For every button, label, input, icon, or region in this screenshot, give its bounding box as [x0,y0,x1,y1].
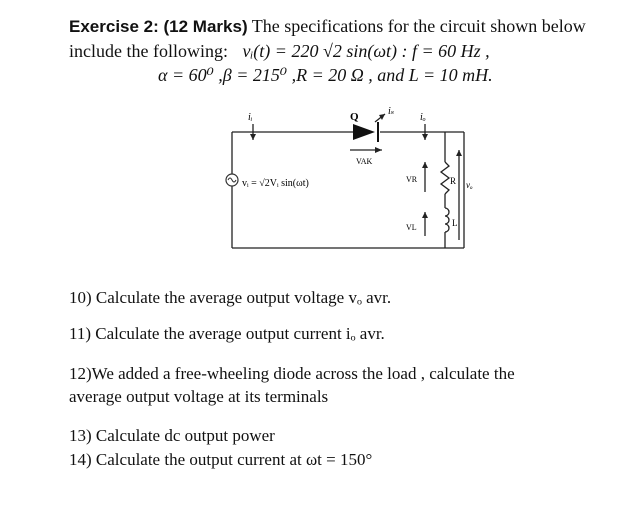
q-label: Q [350,111,359,123]
r-label: R [450,176,457,186]
thyristor-symbol [353,124,375,140]
intro-line-2 [69,41,490,62]
question-12-line-2: average output voltage at its terminals [69,387,329,406]
circuit-diagram [220,100,500,260]
resistor-symbol [441,162,449,194]
question-12-line-1: 12)We added a free-wheeling diode across the load , calculate the [69,364,515,383]
question-13: 13) Calculate dc output power [69,426,275,445]
source-label: vᵢ = √2Vᵢ sin(ωt) [242,178,309,189]
vo-label: vₒ [466,180,473,190]
circuit-parameters: α = 60⁰ ,β = 215⁰ ,R = 20 Ω , and L = 10 mH. [158,65,493,85]
vr-label: VR [406,175,418,184]
vak-label: VAK [356,157,373,166]
ii-label: iᵢ [248,112,253,123]
io-label: iₒ [420,112,426,123]
is-label: iₛ [388,106,395,117]
vl-label: VL [406,223,417,232]
question-14: 14) Calculate the output current at ωt = 150° [69,450,373,469]
inductor-symbol [445,208,449,232]
input-voltage-equation: vᵢ(t) = 220 √2 sin(ωt) : f = 60 Hz , [242,41,490,61]
question-10: 10) Calculate the average output voltage vₒ avr. [69,288,392,307]
exercise-title: Exercise 2: (12 Marks) [69,17,248,36]
l-label: L [452,218,458,228]
exercise-header [69,16,586,37]
intro-line-2-prefix: include the following: [69,41,228,61]
intro-line-1: The specifications for the circuit shown below [251,16,586,36]
question-11: 11) Calculate the average output current iₒ avr. [69,324,385,343]
